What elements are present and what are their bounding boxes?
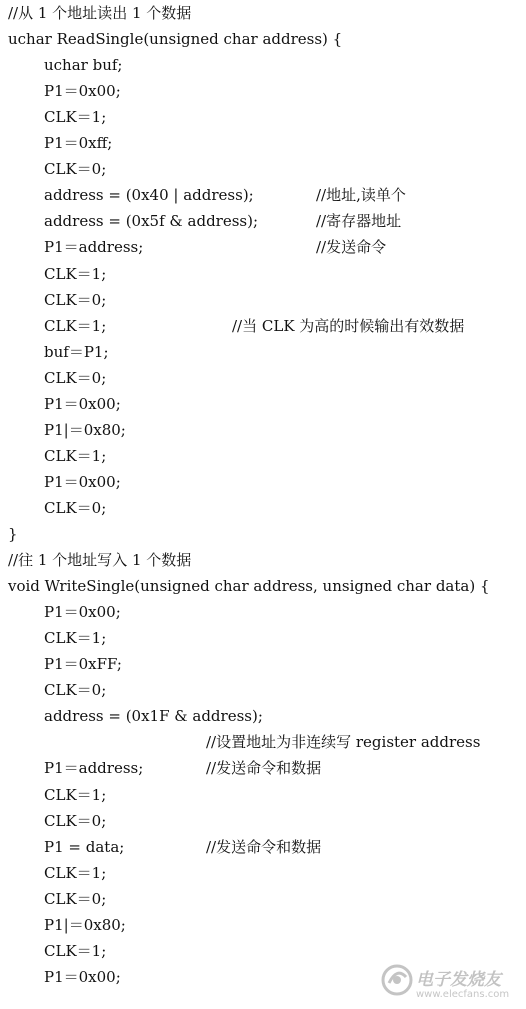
- code-text: P1＝0x00;: [44, 967, 121, 986]
- code-line: [0, 339, 526, 365]
- code-line: [0, 130, 526, 156]
- code-text: P1＝address;: [44, 238, 144, 257]
- code-line: [0, 860, 526, 886]
- code-text: CLK＝1;: [44, 446, 107, 465]
- code-text: CLK＝0;: [44, 498, 107, 517]
- code-line: [0, 417, 526, 443]
- code-text: CLK＝1;: [44, 941, 107, 960]
- watermark-url: www.elecfans.com: [416, 989, 510, 1000]
- code-text: P1＝address;: [44, 759, 144, 778]
- code-text: buf＝P1;: [44, 342, 109, 361]
- code-comment: //设置地址为非连续写 register address: [206, 733, 481, 752]
- code-line: [0, 703, 526, 729]
- code-text: CLK＝0;: [44, 811, 107, 830]
- code-line: [0, 313, 526, 339]
- code-text: uchar ReadSingle(unsigned char address) {: [8, 30, 343, 49]
- code-text: CLK＝1;: [44, 264, 107, 283]
- code-text: P1＝0x00;: [44, 394, 121, 413]
- code-line: [0, 443, 526, 469]
- code-text: CLK＝1;: [44, 629, 107, 648]
- code-comment: //当 CLK 为高的时候输出有效数据: [232, 316, 465, 335]
- code-line: [0, 521, 526, 547]
- code-comment: //发送命令和数据: [206, 837, 322, 856]
- code-line: [0, 625, 526, 651]
- code-line: [0, 287, 526, 313]
- code-line: [0, 182, 526, 208]
- code-comment: //地址,读单个: [316, 186, 406, 205]
- code-text: }: [8, 525, 18, 543]
- code-line: [0, 26, 526, 52]
- code-line: [0, 52, 526, 78]
- code-line: [0, 261, 526, 287]
- code-text: P1|＝0x80;: [44, 915, 126, 934]
- watermark-brand: 电子发烧友: [416, 970, 501, 990]
- code-text: address = (0x40 | address);: [44, 186, 254, 205]
- code-line: [0, 208, 526, 234]
- code-text: P1＝0x00;: [44, 472, 121, 491]
- code-text: P1＝0x00;: [44, 603, 121, 622]
- code-line: [0, 156, 526, 182]
- code-line: [0, 755, 526, 781]
- code-line: [0, 782, 526, 808]
- code-text: P1＝0xff;: [44, 134, 113, 153]
- code-text: address = (0x1F & address);: [44, 707, 263, 726]
- code-text: P1 = data;: [44, 837, 125, 856]
- code-line: [0, 912, 526, 938]
- code-line: [0, 495, 526, 521]
- code-line: [0, 808, 526, 834]
- code-text: CLK＝1;: [44, 785, 107, 804]
- code-line: [0, 104, 526, 130]
- code-line: [0, 729, 526, 755]
- code-line: [0, 234, 526, 260]
- code-line: [0, 547, 526, 573]
- code-text: P1＝0x00;: [44, 82, 121, 101]
- code-line: [0, 391, 526, 417]
- code-text: CLK＝0;: [44, 290, 107, 309]
- code-comment: //发送命令: [316, 238, 387, 257]
- code-line: [0, 886, 526, 912]
- code-line: [0, 834, 526, 860]
- code-text: uchar buf;: [44, 56, 123, 75]
- code-text: //从 1 个地址读出 1 个数据: [8, 4, 192, 22]
- code-line: [0, 573, 526, 599]
- code-line: [0, 938, 526, 964]
- code-text: address = (0x5f & address);: [44, 212, 259, 231]
- elecfans-logo-icon: [380, 963, 414, 997]
- code-line: [0, 365, 526, 391]
- code-text: CLK＝0;: [44, 160, 107, 179]
- code-comment: //发送命令和数据: [206, 759, 322, 778]
- code-line: [0, 78, 526, 104]
- code-comment: //寄存器地址: [316, 212, 402, 231]
- code-line: [0, 0, 526, 26]
- code-line: [0, 469, 526, 495]
- code-text: //往 1 个地址写入 1 个数据: [8, 551, 192, 570]
- code-text: CLK＝0;: [44, 681, 107, 700]
- code-text: P1＝0xFF;: [44, 655, 122, 674]
- code-text: void WriteSingle(unsigned char address, unsigned char data) {: [8, 577, 490, 596]
- code-text: CLK＝1;: [44, 316, 107, 335]
- code-line: [0, 677, 526, 703]
- code-line: [0, 651, 526, 677]
- code-text: CLK＝0;: [44, 889, 107, 908]
- watermark: [380, 961, 520, 1007]
- code-text: P1|＝0x80;: [44, 420, 126, 439]
- code-line: [0, 599, 526, 625]
- code-text: CLK＝0;: [44, 368, 107, 387]
- code-text: CLK＝1;: [44, 863, 107, 882]
- code-text: CLK＝1;: [44, 108, 107, 127]
